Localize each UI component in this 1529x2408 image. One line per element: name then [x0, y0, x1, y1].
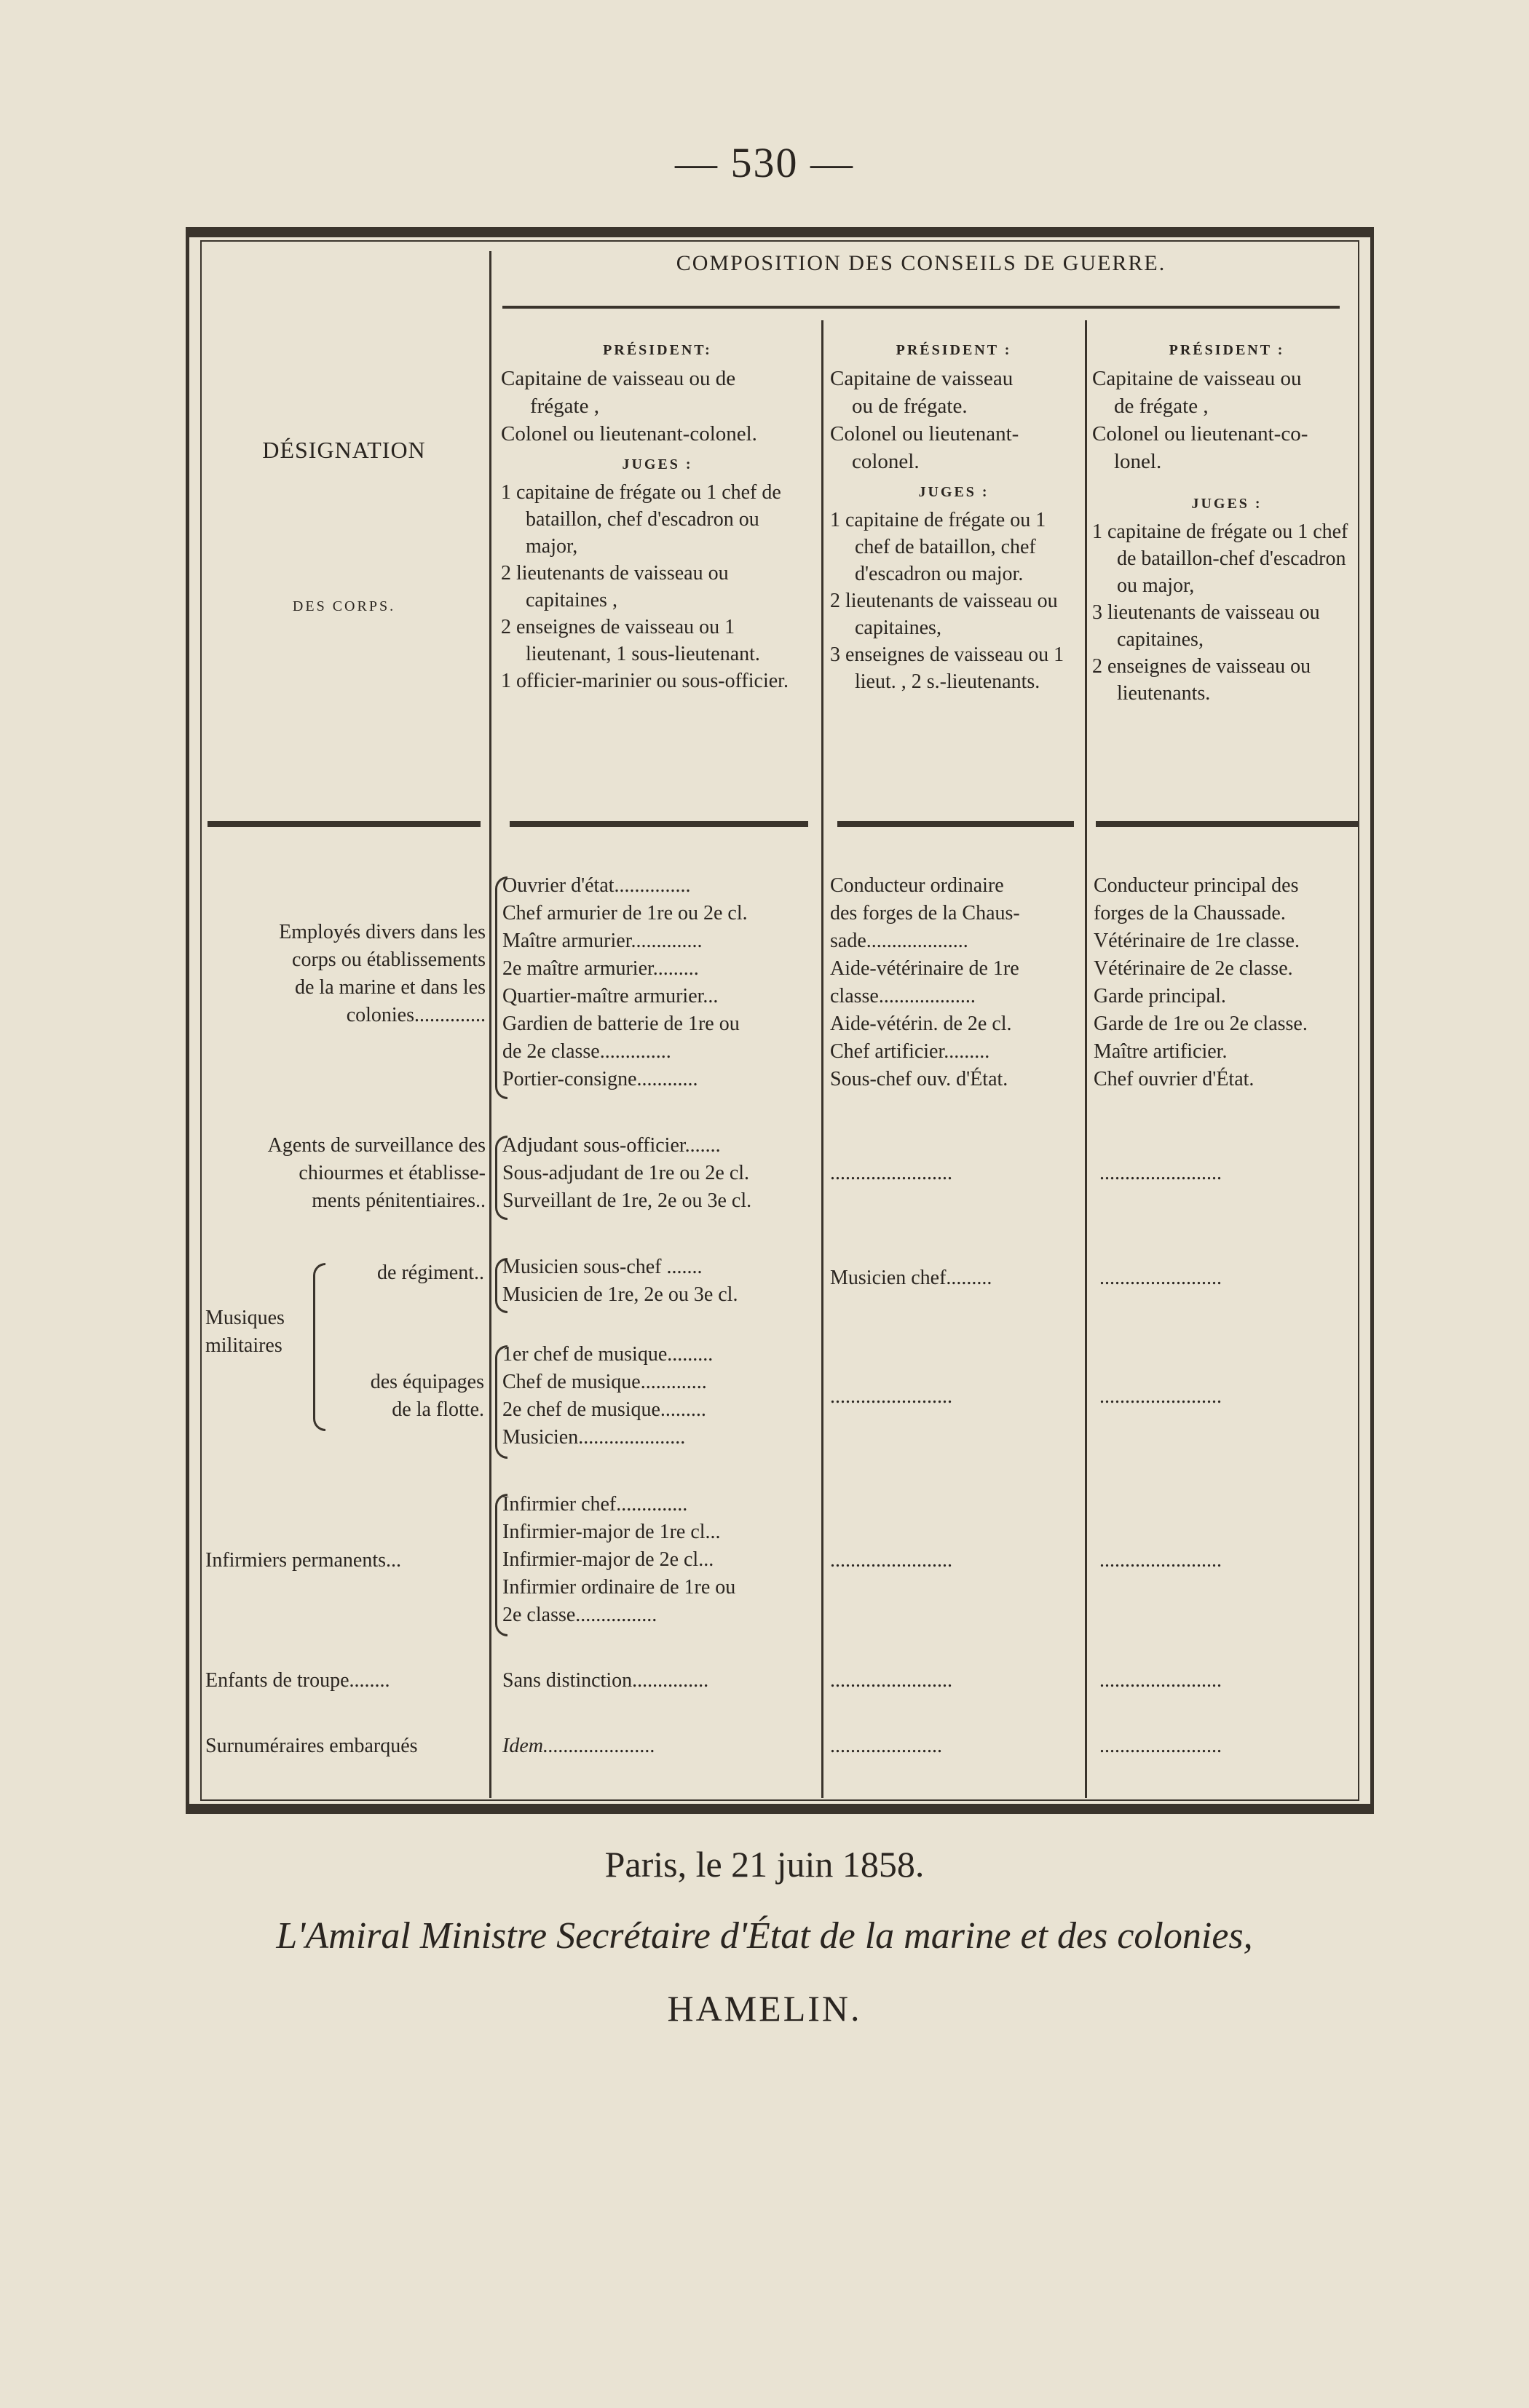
- des-corps-heading: DES CORPS.: [292, 598, 396, 614]
- corps-line: Agents de surveillance des: [267, 1134, 486, 1157]
- cell-line: forges de la Chaussade.: [1094, 902, 1286, 924]
- row-agents-col1: [502, 1132, 815, 1215]
- cell-line: ........................: [1099, 1385, 1222, 1408]
- cell-line: Ouvrier d'état...............: [502, 874, 691, 897]
- president-line: lonel.: [1114, 450, 1162, 473]
- designation-heading: DÉSIGNATION: [262, 437, 426, 463]
- row-employes-col2: [830, 872, 1081, 1093]
- row-infirmiers-col3: [1099, 1547, 1362, 1575]
- corps-line: corps ou établissements: [292, 948, 486, 971]
- place-date: Paris, le 21 juin 1858.: [604, 1844, 925, 1885]
- juge-item: 3 enseignes de vaisseau ou 1 lieut. , 2 s.-lieutenants.: [830, 643, 1064, 693]
- header-rule-col2: [837, 821, 1074, 827]
- cell-line: Infirmier-major de 2e cl...: [502, 1548, 714, 1571]
- row-infirmiers-col2: [830, 1547, 1081, 1575]
- sub-label: de la flotte.: [392, 1398, 484, 1421]
- president-line: colonel.: [852, 450, 920, 473]
- juges-list: [1092, 518, 1362, 707]
- corps-line: militaires: [205, 1334, 283, 1357]
- president-line: Capitaine de vaisseau ou de: [501, 367, 736, 390]
- juges-list: [830, 507, 1078, 695]
- cell-line: Infirmier-major de 1re cl...: [502, 1521, 721, 1543]
- juge-item: 1 capitaine de frégate ou 1 chef de bataillon-chef d'escadron ou major,: [1092, 520, 1348, 597]
- row-infirmiers-corps: [205, 1547, 486, 1575]
- row-musiques-sub-b: [324, 1369, 484, 1424]
- corps-line: Infirmiers permanents...: [205, 1549, 402, 1572]
- juge-item: 2 enseignes de vaisseau ou 1 lieutenant, 1 sous-lieutenant.: [501, 616, 760, 665]
- cell-line: Idem......................: [502, 1735, 655, 1757]
- row-musiques-col3b: [1099, 1383, 1362, 1411]
- header-rule-col1: [510, 821, 808, 827]
- page-number: — 530 —: [675, 139, 854, 186]
- cell-line: de 2e classe..............: [502, 1040, 671, 1063]
- juge-item: 1 officier-marinier ou sous-officier.: [501, 670, 789, 692]
- row-agents-col2: [830, 1160, 1081, 1187]
- row-musiques-sub-a: [324, 1259, 484, 1287]
- divider-col2-col3: [1085, 320, 1087, 1798]
- juges-list: [501, 479, 814, 694]
- juges-label: JUGES :: [1191, 496, 1263, 512]
- cell-line: Infirmier ordinaire de 1re ou: [502, 1576, 736, 1599]
- row-musiques-corps: [205, 1304, 322, 1360]
- cell-line: ........................: [1099, 1267, 1222, 1289]
- row-infirmiers-col1: [502, 1491, 815, 1629]
- cell-line: sade....................: [830, 930, 968, 952]
- row-surnumeraires-corps: [205, 1732, 486, 1760]
- row-musiques-col1a: [502, 1253, 815, 1309]
- composition-title: COMPOSITION DES CONSEILS DE GUERRE.: [676, 251, 1166, 275]
- cell-line: Chef ouvrier d'État.: [1094, 1068, 1255, 1090]
- corps-line: Musiques: [205, 1307, 285, 1329]
- sub-label: de régiment..: [377, 1262, 484, 1284]
- row-surnumeraires-col3: [1099, 1732, 1362, 1760]
- cell-line: 2e maître armurier.........: [502, 957, 699, 980]
- row-surnumeraires-col2: [830, 1732, 1081, 1760]
- president-label: PRÉSIDENT:: [603, 342, 712, 358]
- cell-line: Vétérinaire de 2e classe.: [1094, 957, 1293, 980]
- president-line: Capitaine de vaisseau: [830, 367, 1014, 390]
- corps-line: ments pénitentiaires..: [312, 1189, 486, 1212]
- cell-line: ........................: [830, 1669, 952, 1692]
- cell-line: Chef artificier.........: [830, 1040, 990, 1063]
- cell-line: ........................: [830, 1549, 952, 1572]
- cell-line: Infirmier chef..............: [502, 1493, 688, 1516]
- cell-line: Conducteur principal des: [1094, 874, 1299, 897]
- cell-line: Sous-chef ouv. d'État.: [830, 1068, 1008, 1090]
- corps-line: Enfants de troupe........: [205, 1669, 390, 1692]
- corps-line: de la marine et dans les: [294, 976, 486, 999]
- cell-line: Portier-consigne............: [502, 1068, 698, 1090]
- cell-line: Chef armurier de 1re ou 2e cl.: [502, 902, 748, 924]
- cell-line: ........................: [830, 1385, 952, 1408]
- cell-line: 2e chef de musique.........: [502, 1398, 706, 1421]
- cell-line: Musicien de 1re, 2e ou 3e cl.: [502, 1283, 738, 1306]
- juge-item: 2 enseignes de vaisseau ou lieutenants.: [1092, 655, 1311, 705]
- president-line: Colonel ou lieutenant-co-: [1092, 422, 1308, 445]
- juges-label: JUGES :: [622, 456, 693, 472]
- row-agents-corps: [205, 1132, 486, 1215]
- cell-line: Aide-vétérin. de 2e cl.: [830, 1013, 1012, 1035]
- cell-line: Gardien de batterie de 1re ou: [502, 1013, 740, 1035]
- cell-line: Sous-adjudant de 1re ou 2e cl.: [502, 1162, 750, 1184]
- cell-line: Surveillant de 1re, 2e ou 3e cl.: [502, 1189, 752, 1212]
- cell-line: ......................: [830, 1735, 942, 1757]
- cell-line: Musicien.....................: [502, 1426, 686, 1449]
- column-1-header: [501, 342, 814, 694]
- row-enfants-col2: [830, 1667, 1081, 1695]
- sub-label: des équipages: [370, 1371, 484, 1393]
- cell-line: Conducteur ordinaire: [830, 874, 1004, 897]
- cell-line: 2e classe................: [502, 1604, 657, 1626]
- column-2-header: [830, 342, 1078, 695]
- divider-col1-col2: [821, 320, 823, 1798]
- row-enfants-col3: [1099, 1667, 1362, 1695]
- row-musiques-col1b: [502, 1341, 815, 1451]
- signature-title: L'Amiral Ministre Secrétaire d'État de la marine et des colonies,: [276, 1915, 1253, 1957]
- cell-line: Garde principal.: [1094, 985, 1226, 1007]
- president-line: Colonel ou lieutenant-: [830, 422, 1019, 445]
- cell-line: ........................: [1099, 1162, 1222, 1184]
- cell-line: Quartier-maître armurier...: [502, 985, 719, 1007]
- president-line: frégate ,: [530, 395, 599, 418]
- cell-line: Vétérinaire de 1re classe.: [1094, 930, 1300, 952]
- corps-line: Employés divers dans les: [279, 921, 486, 943]
- corps-line: chiourmes et établisse-: [299, 1162, 486, 1184]
- cell-line: ........................: [1099, 1549, 1222, 1572]
- juge-item: 2 lieutenants de vaisseau ou capitaines,: [830, 590, 1058, 639]
- divider-corps: [489, 251, 491, 1798]
- cell-line: ........................: [1099, 1669, 1222, 1692]
- cell-line: Maître artificier.: [1094, 1040, 1228, 1063]
- cell-line: ........................: [1099, 1735, 1222, 1757]
- president-label: PRÉSIDENT :: [1169, 342, 1285, 358]
- row-employes-col1: [502, 872, 815, 1093]
- row-employes-col3: [1094, 872, 1363, 1093]
- cell-line: 1er chef de musique.........: [502, 1343, 714, 1366]
- cell-line: Musicien chef.........: [830, 1267, 992, 1289]
- juges-label: JUGES :: [918, 484, 989, 500]
- president-label: PRÉSIDENT :: [896, 342, 1012, 358]
- president-line: de frégate ,: [1114, 395, 1209, 418]
- cell-line: Adjudant sous-officier.......: [502, 1134, 721, 1157]
- juge-item: 3 lieutenants de vaisseau ou capitaines,: [1092, 601, 1320, 651]
- cell-line: Garde de 1re ou 2e classe.: [1094, 1013, 1308, 1035]
- row-musiques-col2b: [830, 1383, 1081, 1411]
- cell-line: classe...................: [830, 985, 976, 1007]
- row-surnumeraires-col1: [502, 1732, 815, 1760]
- header-rule-corps: [208, 821, 481, 827]
- corps-line: Surnuméraires embarqués: [205, 1735, 418, 1757]
- row-agents-col3: [1099, 1160, 1362, 1187]
- cell-line: Sans distinction...............: [502, 1669, 709, 1692]
- cell-line: des forges de la Chaus-: [830, 902, 1020, 924]
- juge-item: 1 capitaine de frégate ou 1 chef de bataillon, chef d'escadron ou major.: [830, 509, 1046, 585]
- juge-item: 2 lieutenants de vaisseau ou capitaines ,: [501, 562, 729, 611]
- title-rule: [502, 306, 1340, 309]
- president-line: Capitaine de vaisseau ou: [1092, 367, 1302, 390]
- header-rule-col3: [1096, 821, 1358, 827]
- row-musiques-col3a: [1099, 1264, 1362, 1292]
- column-3-header: [1092, 342, 1362, 707]
- cell-line: Musicien sous-chef .......: [502, 1256, 703, 1278]
- cell-line: Aide-vétérinaire de 1re: [830, 957, 1019, 980]
- corps-line: colonies..............: [346, 1004, 486, 1026]
- juge-item: 1 capitaine de frégate ou 1 chef de bataillon, chef d'escadron ou major,: [501, 481, 781, 558]
- cell-line: Chef de musique.............: [502, 1371, 707, 1393]
- president-line: ou de frégate.: [852, 395, 968, 418]
- row-employes-corps: [205, 919, 486, 1029]
- signatory-name: HAMELIN.: [667, 1988, 862, 2029]
- cell-line: ........................: [830, 1162, 952, 1184]
- cell-line: Maître armurier..............: [502, 930, 703, 952]
- row-enfants-col1: [502, 1667, 815, 1695]
- president-line: Colonel ou lieutenant-colonel.: [501, 422, 757, 445]
- row-enfants-corps: [205, 1667, 486, 1695]
- row-musiques-col2a: [830, 1264, 1081, 1292]
